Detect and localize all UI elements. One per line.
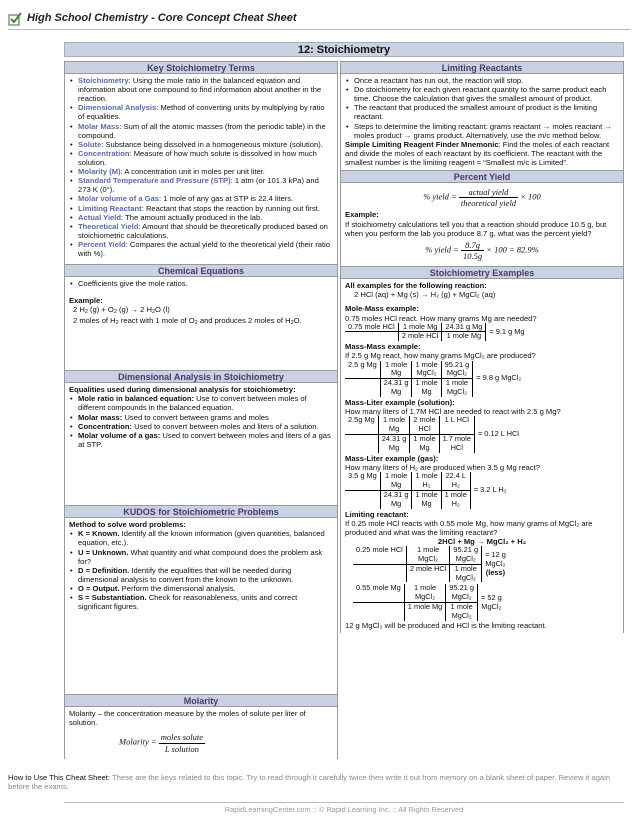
term-definition: : Amount that should be theoretically produced based on stoichiometric calculations.	[78, 221, 328, 240]
kudos-item	[69, 529, 333, 547]
kudos-definition: Identify all the known information (given quantities, balanced equation, etc.).	[78, 529, 325, 548]
mm-question: 0.75 moles HCl react. How many grams Mg are needed?	[345, 313, 537, 323]
term-term: Molar volume of a Gas	[78, 194, 160, 204]
term-term: Dimensional Analysis	[78, 103, 157, 113]
checkbox-logo-icon	[8, 12, 23, 26]
term-item	[69, 76, 333, 103]
lr-title: Limiting reactant:	[345, 509, 409, 519]
term-term: Actual Yield	[78, 212, 122, 222]
chemeq-equation: 2 H2 (g) + O2 (g) → 2 H2O (l)	[73, 305, 170, 316]
limiting-item: • The reactant that produced the smallest amount of product is the limiting reactant.	[345, 103, 619, 121]
kudos-definition: What quantity and what compound does the problem ask for?	[78, 547, 323, 566]
lr2-table: 0.55 mole Mg 1 mole MgCl₂ 95.21 g MgCl₂ = 52 g MgCl₂ 1 mole Mg 1 mole MgCl₂	[353, 584, 505, 621]
dim-item	[69, 422, 333, 431]
lr1-table: 0.25 mole HCl 1 mole MgCl₂ 95.21 g MgCl₂ = 12 g MgCl₂ (less) 2 mole HCl 1 mole MgCl₂	[353, 546, 509, 583]
term-definition: : A concentration unit in moles per unit liter.	[120, 167, 265, 177]
term-term: Standard Temperature and Pressure (STP)	[78, 176, 231, 186]
term-item	[69, 240, 333, 258]
kudos-definition: Identify the equalities that will be needed during dimensional analysis to convert from the known to the unknown.	[78, 565, 294, 584]
chemeq-section	[65, 277, 337, 370]
dim-definition: Used to convert between grams and moles	[122, 412, 269, 422]
term-item	[69, 149, 333, 167]
molarity-text: Molarity – the concentration measure by the moles of solute per liter of solution.	[69, 709, 306, 728]
lr-question: If 0.25 mole HCl reacts with 0.55 mole Mg, how many grams of MgCl₂ are produced and what was the limiting reactant?	[345, 518, 593, 537]
dim-item	[69, 431, 333, 449]
kudos-item	[69, 566, 333, 584]
kudos-term: O = Output.	[78, 583, 120, 593]
ml-question: How many liters of 1.7M HCl are needed to react with 2.5 g Mg?	[345, 407, 561, 417]
term-term: Limiting Reactant	[78, 203, 142, 213]
arrow-icon: →	[130, 305, 139, 315]
kudos-intro: Method to solve word problems:	[69, 520, 186, 530]
terms-heading: Key Stoichiometry Terms	[65, 61, 337, 74]
ms-title: Mass-Mass example:	[345, 342, 421, 352]
pyield-formula: % yield = $\frac{\text{actual yield}}{\text{theoretical yield}}$ × 100	[423, 187, 541, 209]
right-column	[340, 61, 624, 633]
examples-heading: Stoichiometry Examples	[341, 266, 623, 279]
kudos-item	[69, 584, 333, 593]
dim-item	[69, 394, 333, 412]
dim-intro: Equalities used during dimensional analysis for stoichiometry:	[69, 385, 296, 395]
chemeq-description: 2 moles of H2 react with 1 mole of O2 and produces 2 moles of H2O.	[73, 316, 302, 326]
examples-intro: All examples for the following reaction:	[345, 281, 487, 291]
examples-reaction: 2 HCl (aq) + Mg (s) → H₂ (g) + MgCl₂ (aq)	[354, 290, 496, 300]
limiting-item: • Do stoichiometry for each given reactant quantity to the same product each time. Choose the calculation that gives the smallest amount of product.	[345, 85, 619, 103]
pyield-heading: Percent Yield	[341, 170, 623, 183]
mnemonic: Simple Limiting Reagent Finder Mnemonic: Find the moles of each reactant and divide the moles of each reactant by its coefficient. The reactant with the smallest number is the limiting reagent = “Smallest m/c is Limited”.	[345, 139, 610, 167]
term-term: Stoichiometry	[78, 76, 129, 85]
term-item	[69, 222, 333, 240]
molarity-section	[65, 707, 337, 759]
kudos-term: K = Known.	[78, 529, 120, 539]
pyield-example-text: If stoichiometry calculations tell you that a reaction should produce 10.5 g, but when you perform the lab you produce 8.7 g, what was the percent yield?	[345, 219, 607, 238]
footer: RapidLearningCenter.com :: © Rapid Learning Inc. :: All Rights Reserved	[64, 802, 624, 815]
kudos-item	[69, 593, 333, 611]
pyield-section	[341, 183, 623, 266]
term-definition: : Method of converting units by multiplying by ratio of equalities.	[78, 103, 325, 122]
limiting-heading: Limiting Reactants	[341, 61, 623, 74]
term-definition: : Compares the actual yield to the theoretical yield (their ratio with %).	[78, 239, 330, 259]
term-definition: : 1 mole of any gas at STP is 22.4 liters.	[159, 194, 294, 204]
dim-section	[65, 383, 337, 505]
how-to-use: How to Use This Cheat Sheet: These are the keys related to this topic. Try to read through it carefully twice then write it out from memory on a blank sheet of paper. Review it again before the exams.	[8, 773, 611, 792]
term-term: Concentration	[78, 148, 130, 158]
pyield-example-label: Example:	[345, 210, 379, 220]
kudos-term: S = Substantiation.	[78, 593, 147, 603]
pyield-calc: % yield = $\frac{8.7g}{10.5g}$ × 100 = 82.9%	[425, 239, 539, 261]
lr-equation: 2HCl + Mg → MgCl₂ + H₂	[437, 536, 527, 546]
term-item	[69, 204, 333, 213]
limiting-section	[341, 74, 623, 170]
term-item	[69, 103, 333, 121]
kudos-section	[65, 518, 337, 694]
dim-definition: Used to convert between moles and liters of a gas at STP.	[78, 430, 331, 449]
chemeq-example-label: Example:	[69, 296, 103, 306]
molarity-heading: Molarity	[65, 694, 337, 707]
dim-term: Mole ratio in balanced equation:	[78, 394, 195, 404]
mm-table: 0.75 mole HCl 1 mole Mg 24.31 g Mg = 9.1 g Mg 2 mole HCl 1 mole Mg	[345, 323, 528, 342]
dim-definition: Used to convert between moles and liters of a solution.	[132, 421, 319, 431]
kudos-definition: Perform the dimensional analysis.	[119, 583, 236, 593]
term-item	[69, 194, 333, 203]
terms-section	[65, 74, 337, 261]
dim-term: Molar volume of a gas:	[78, 430, 161, 440]
kudos-list	[69, 529, 333, 611]
term-term: Molar Mass	[78, 121, 120, 131]
limiting-list	[345, 76, 619, 140]
term-definition: : The amount actually produced in the lab.	[121, 212, 263, 222]
ml-table: 2.5g Mg 1 mole Mg 2 mole HCl 1 L HCl = 0.12 L HCl 24.31 g Mg 1 mole Mg 1.7 mole HCl	[345, 416, 522, 453]
terms-list	[69, 76, 333, 258]
chapter-title: 12: Stoichiometry	[64, 42, 624, 57]
examples-section	[341, 279, 623, 633]
left-column	[64, 61, 338, 759]
term-definition: : Measure of how much solute is dissolved in how much solution.	[78, 148, 317, 167]
molarity-formula: Molarity = $\frac{\text{moles solute}}{\text{L solution}}$	[119, 732, 203, 754]
term-item	[69, 140, 333, 149]
dim-definition: Use to convert between moles of different compounds in the balanced equation.	[78, 394, 307, 413]
term-term: Molarity (M)	[78, 167, 121, 177]
chemeq-bullet: • Coefficients give the mole ratios.	[69, 279, 333, 288]
term-term: Solute	[78, 139, 102, 149]
ms-question: If 2.5 g Mg react, how many grams MgCl₂ are produced?	[345, 351, 536, 361]
kudos-definition: Check for reasonableness, units and correct significant figures.	[78, 593, 298, 612]
header-title: High School Chemistry - Core Concept Cheat Sheet	[27, 11, 297, 24]
dim-heading: Dimensional Analysis in Stoichiometry	[65, 370, 337, 383]
term-term: Theoretical Yield	[78, 221, 139, 231]
ms-table: 2.5 g Mg 1 mole Mg 1 mole MgCl₂ 95.21 g MgCl₂ = 9.8 g MgCl₂ 24.31 g Mg 1 mole Mg 1 mole MgCl₂	[345, 361, 524, 398]
kudos-term: D = Definition.	[78, 565, 130, 575]
mg-table: 3.5 g Mg 1 mole Mg 1 mole H₂ 22.4 L H₂ = 3.2 L H₂ 24.31 g Mg 1 mole Mg 1 mole H₂	[345, 472, 510, 509]
mg-title: Mass-Liter example (gas):	[345, 453, 439, 463]
dim-item	[69, 413, 333, 422]
term-item	[69, 176, 333, 194]
term-item	[69, 122, 333, 140]
dim-term: Concentration:	[78, 421, 132, 431]
term-item	[69, 167, 333, 176]
term-definition: : Reactant that stops the reaction by running out first.	[141, 203, 320, 213]
kudos-term: U = Unknown.	[78, 547, 129, 557]
lr-conclusion: 12 g MgCl₂ will be produced and HCl is the limiting reactant.	[345, 620, 547, 630]
ml-title: Mass-Liter example (solution):	[345, 398, 455, 408]
dim-term: Molar mass:	[78, 412, 123, 422]
kudos-heading: KUDOS for Stoichiometric Problems	[65, 505, 337, 518]
term-definition: : Sum of all the atomic masses (from the periodic table) in the compound.	[78, 121, 326, 140]
dim-list	[69, 394, 333, 449]
term-term: Percent Yield	[78, 239, 126, 249]
kudos-item	[69, 548, 333, 566]
limiting-item: • Once a reactant has run out, the reaction will stop.	[345, 76, 619, 85]
mm-title: Mole-Mass example:	[345, 304, 419, 314]
mg-question: How many liters of H₂ are produced when 3.5 g Mg react?	[345, 462, 540, 472]
term-item	[69, 213, 333, 222]
chemeq-heading: Chemical Equations	[65, 264, 337, 277]
limiting-item: • Steps to determine the limiting reactant: grams reactant → moles reactant → moles product → grams product. Alternatively, use the m/c method below.	[345, 122, 619, 140]
term-definition: : 1 atm (or 101.3 kPa) and 273 K (0°).	[78, 176, 319, 195]
term-definition: : Using the mole ratio in the balanced equation and information about one compound to find information about another in the reaction.	[78, 76, 322, 104]
term-definition: : Substance being dissolved in a homogeneous mixture (solution).	[101, 139, 323, 149]
header	[8, 8, 630, 30]
